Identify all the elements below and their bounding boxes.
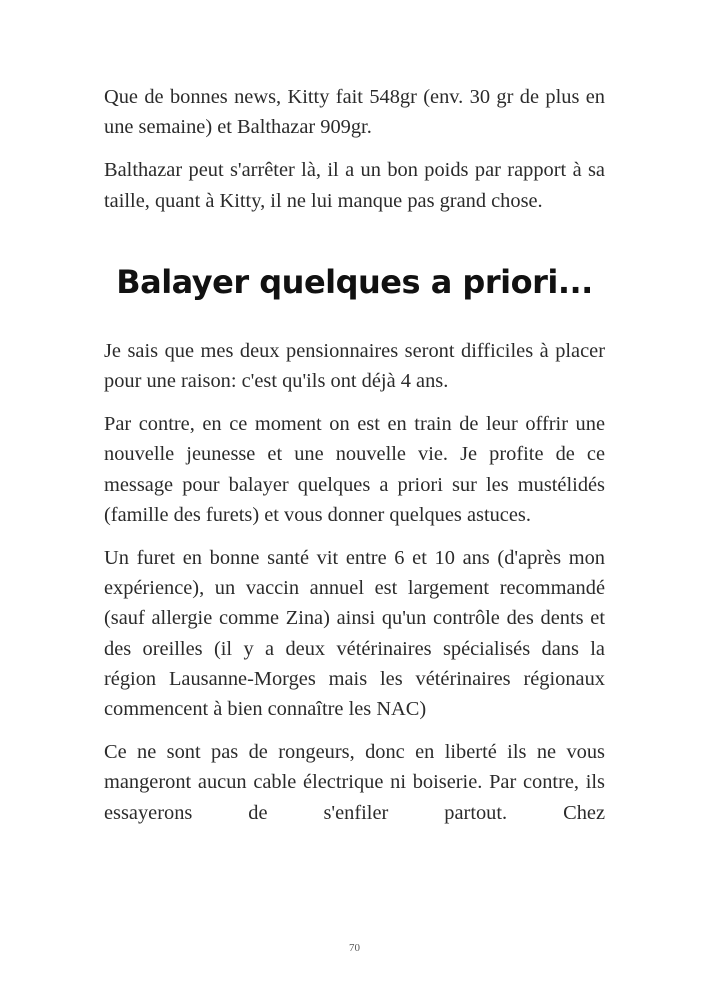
paragraph-health: Un furet en bonne santé vit entre 6 et 10 ans (d'après mon expérience), un vaccin annuel est largement recommandé (sauf allergie comme Zina) ainsi qu'un contrôle des dents et des oreilles (il y a deux vétérinaires spécialisés dans la région Lausanne-Morges mais les vétérinaires régionaux commencent à bien connaître les NAC)	[104, 547, 605, 721]
paragraph-not-rodents: Ce ne sont pas de rongeurs, donc en liberté ils ne vous mangeront aucun cable électrique ni boiserie. Par contre, ils essayerons de s'enfiler partout. Chez	[104, 741, 605, 824]
paragraph-balthazar: Balthazar peut s'arrêter là, il a un bon poids par rapport à sa taille, quant à Kitty, il ne lui manque pas grand chose.	[104, 159, 605, 212]
page-number: 70	[349, 942, 360, 954]
paragraph-new-life: Par contre, en ce moment on est en train de leur offrir une nouvelle jeunesse et une nouvelle vie. Je profite de ce message pour balayer quelques a priori sur les mustélidés (famille des furets) et vous donner quelques astuces.	[104, 413, 605, 526]
section-heading: Balayer quelques a priori...	[116, 262, 593, 301]
paragraph-age: Je sais que mes deux pensionnaires seront difficiles à placer pour une raison: c'est qu'ils ont déjà 4 ans.	[104, 339, 605, 393]
page-content	[104, 82, 605, 828]
paragraph-weights: Que de bonnes news, Kitty fait 548gr (env. 30 gr de plus en une semaine) et Balthazar 909gr.	[104, 86, 605, 139]
